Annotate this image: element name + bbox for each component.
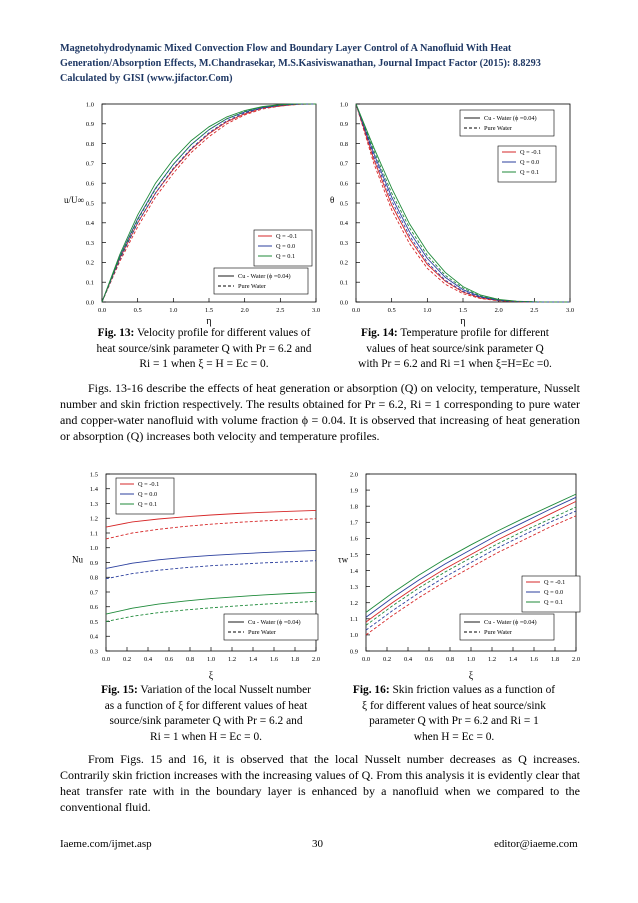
y-tick-label: 0.2 <box>339 259 348 267</box>
fig15-line-2: as a function of ξ for different values of heat <box>104 699 308 712</box>
x-tick-label: 2.0 <box>571 656 581 663</box>
y-tick-label: 1.0 <box>349 632 358 640</box>
legend-label: Q = 0.1 <box>544 599 564 606</box>
fig13-y-axis-label: u/U∞ <box>64 195 84 205</box>
legend-label: Pure Water <box>484 629 512 636</box>
y-tick-label: 0.8 <box>339 140 348 148</box>
fig14-line-3: with Pr = 6.2 and Ri =1 when ξ=H=Ec =0. <box>358 358 552 370</box>
x-tick-label: 0.6 <box>424 656 434 663</box>
header-line-3: Calculated by GISI (www.jifactor.Com) <box>60 73 233 84</box>
y-tick-label: 0.9 <box>89 559 98 567</box>
paragraph-2-text: From Figs. 15 and 16, it is observed that the local Nusselt number decreases as Q increases. Contrarily skin friction increases with the increasing values of Q. From this analysis it is evidently clear that heat transfer rate with in the boundary layer is enhanced by a nanofluid when we compared to the conventional fluid. <box>60 752 580 814</box>
y-tick-label: 0.0 <box>85 299 94 307</box>
fig14-y-axis-label: θ <box>330 195 335 205</box>
y-tick-label: 1.5 <box>89 471 98 479</box>
header-line-2: Generation/Absorption Effects, M.Chandrasekar, M.S.Kasiviswanathan, Journal Impact Factor (2015): 8.8293 <box>60 58 541 69</box>
figure-14-chart <box>312 96 582 326</box>
footer-page-number: 30 <box>312 838 323 850</box>
fig16-line-1: Skin friction values as a function of <box>389 684 556 696</box>
y-tick-label: 0.5 <box>89 618 98 626</box>
x-tick-label: 1.6 <box>269 656 279 663</box>
y-tick-label: 1.0 <box>85 101 94 109</box>
y-tick-label: 0.4 <box>339 220 348 228</box>
x-tick-label: 1.4 <box>508 656 518 663</box>
y-tick-label: 1.3 <box>89 500 98 508</box>
fig15-label: Fig. 15: <box>101 684 138 696</box>
y-tick-label: 0.5 <box>85 200 94 208</box>
x-tick-label: 1.4 <box>248 656 258 663</box>
x-tick-label: 0.4 <box>143 656 153 663</box>
y-tick-label: 0.6 <box>89 604 98 612</box>
x-tick-label: 0.0 <box>361 656 371 663</box>
x-tick-label: 2.5 <box>276 307 285 314</box>
x-tick-label: 1.5 <box>458 307 468 314</box>
x-tick-label: 0.6 <box>164 656 174 663</box>
x-tick-label: 0.4 <box>403 656 413 663</box>
fig15-y-axis-label: Nu <box>72 554 83 565</box>
fig16-legend-fluid-box <box>460 614 554 640</box>
fig14-x-axis-label: η <box>460 316 466 327</box>
x-tick-label: 0.0 <box>97 307 107 314</box>
x-tick-label: 1.2 <box>487 656 497 663</box>
y-tick-label: 0.4 <box>89 633 98 641</box>
legend-label: Q = -0.1 <box>544 579 566 586</box>
fig16-label: Fig. 16: <box>352 684 390 696</box>
x-tick-label: 2.0 <box>240 307 249 314</box>
header-line-1: Magnetohydrodynamic Mixed Convection Flow and Boundary Layer Control of A Nanofluid With Heat <box>60 43 512 54</box>
x-tick-label: 0.0 <box>101 656 111 663</box>
fig14-legend-fluid-box <box>460 110 554 136</box>
x-tick-label: 0.8 <box>445 656 455 663</box>
x-tick-label: 0.2 <box>122 656 132 663</box>
x-tick-label: 2.0 <box>494 307 503 314</box>
x-tick-label: 1.0 <box>206 656 216 663</box>
figure-15-chart <box>66 466 328 681</box>
x-tick-label: 1.8 <box>290 656 300 663</box>
y-tick-label: 0.1 <box>339 279 348 287</box>
y-tick-label: 1.4 <box>89 486 98 494</box>
fig15-line-4: Ri = 1 when H = Ec = 0. <box>150 730 262 743</box>
legend-label: Q = 0.0 <box>138 491 158 498</box>
fig13-x-axis-label: η <box>206 316 212 327</box>
x-tick-label: 0.2 <box>382 656 392 663</box>
y-tick-label: 1.4 <box>349 567 358 575</box>
x-tick-label: 0.0 <box>351 307 361 314</box>
y-tick-label: 0.7 <box>89 589 98 597</box>
figure-13-chart <box>58 96 328 326</box>
legend-label: Cu - Water (ϕ =0.04) <box>484 115 537 122</box>
fig14-label: Fig. 14: <box>361 327 398 339</box>
fig16-line-2: ξ for different values of heat source/sink <box>362 699 546 712</box>
legend-label: Q = -0.1 <box>276 233 298 240</box>
y-tick-label: 0.8 <box>89 574 98 582</box>
fig13-label: Fig. 13: <box>97 327 135 339</box>
figure-14-caption <box>330 326 580 373</box>
figure-13-caption <box>70 326 338 373</box>
y-tick-label: 1.5 <box>349 551 358 559</box>
y-tick-label: 0.3 <box>85 239 94 247</box>
legend-label: Pure Water <box>484 125 512 132</box>
y-tick-label: 0.9 <box>349 648 358 656</box>
y-tick-label: 0.2 <box>85 259 94 267</box>
fig16-svg <box>326 466 588 681</box>
paragraph-2 <box>60 751 580 815</box>
legend-label: Cu - Water (ϕ =0.04) <box>238 273 291 280</box>
x-tick-label: 1.2 <box>227 656 237 663</box>
legend-label: Cu - Water (ϕ =0.04) <box>248 619 301 626</box>
fig15-svg <box>66 466 328 681</box>
series-line <box>106 592 316 614</box>
y-tick-label: 0.7 <box>339 160 348 168</box>
x-tick-label: 1.5 <box>204 307 214 314</box>
fig15-x-axis-label: ξ <box>208 671 214 682</box>
y-tick-label: 0.3 <box>89 648 98 656</box>
running-header <box>60 41 580 86</box>
y-tick-label: 1.9 <box>349 487 358 495</box>
y-tick-label: 0.1 <box>85 279 94 287</box>
fig13-svg <box>58 96 328 326</box>
y-tick-label: 2.0 <box>349 471 358 479</box>
y-tick-label: 0.9 <box>85 121 94 129</box>
figure-16-caption <box>330 683 578 745</box>
x-tick-label: 1.6 <box>529 656 539 663</box>
legend-label: Q = -0.1 <box>520 149 542 156</box>
legend-label: Cu - Water (ϕ =0.04) <box>484 619 537 626</box>
y-tick-label: 1.1 <box>349 616 358 624</box>
y-tick-label: 0.3 <box>339 239 348 247</box>
fig13-line-3: Ri = 1 when ξ = H = Ec = 0. <box>139 358 269 370</box>
y-tick-label: 0.9 <box>339 121 348 129</box>
paragraph-1 <box>60 380 580 444</box>
fig14-line-2: values of heat source/sink parameter Q <box>366 342 544 355</box>
figure-16-chart <box>326 466 588 681</box>
x-tick-label: 3.0 <box>311 307 321 314</box>
y-tick-label: 1.0 <box>339 101 348 109</box>
y-tick-label: 1.8 <box>349 503 358 511</box>
x-tick-label: 2.0 <box>311 656 321 663</box>
figure-15-caption <box>76 683 336 745</box>
x-tick-label: 0.5 <box>387 307 396 314</box>
y-tick-label: 1.2 <box>89 515 98 523</box>
series-line <box>106 561 316 579</box>
fig14-line-1: Temperature profile for different <box>397 327 549 339</box>
legend-label: Q = 0.0 <box>276 243 296 250</box>
paragraph-1-text: Figs. 13-16 describe the effects of heat generation or absorption (Q) on velocity, temperature, Nusselt number and skin friction respectively. The results obtained for Pr = 6.2, Ri = 1 corresponding to pure water and copper-water nanofluid with volume fraction ϕ = 0.04. It is observed that increasing of heat generation or absorption (Q) increases both velocity and temperature profiles. <box>60 381 580 443</box>
legend-label: Q = -0.1 <box>138 481 160 488</box>
footer-right[interactable]: editor@iaeme.com <box>494 838 578 850</box>
fig16-line-4: when H = Ec = 0. <box>413 730 495 743</box>
y-tick-label: 0.7 <box>85 160 94 168</box>
x-tick-label: 1.0 <box>169 307 178 314</box>
y-tick-label: 1.1 <box>89 530 98 538</box>
fig13-line-1: Velocity profile for different values of <box>134 327 311 339</box>
legend-label: Q = 0.0 <box>544 589 564 596</box>
x-tick-label: 1.0 <box>466 656 476 663</box>
fig14-svg <box>312 96 582 326</box>
y-tick-label: 0.0 <box>339 299 348 307</box>
y-tick-label: 0.6 <box>85 180 94 188</box>
y-tick-label: 1.6 <box>349 535 358 543</box>
fig16-y-axis-label: τw <box>338 554 349 565</box>
fig15-line-3: source/sink parameter Q with Pr = 6.2 and <box>109 715 303 727</box>
fig16-x-axis-label: ξ <box>468 671 474 682</box>
y-tick-label: 0.4 <box>85 220 94 228</box>
legend-label: Q = 0.1 <box>138 501 158 508</box>
fig15-legend-fluid-box <box>224 614 318 640</box>
x-tick-label: 0.8 <box>185 656 195 663</box>
legend-label: Q = 0.1 <box>276 253 296 260</box>
fig16-line-3: parameter Q with Pr = 6.2 and Ri = 1 <box>369 715 539 727</box>
y-tick-label: 1.0 <box>89 545 98 553</box>
x-tick-label: 0.5 <box>133 307 142 314</box>
y-tick-label: 1.7 <box>349 519 358 527</box>
x-tick-label: 3.0 <box>565 307 575 314</box>
legend-label: Q = 0.1 <box>520 169 540 176</box>
fig15-line-1: Variation of the local Nusselt number <box>137 684 311 696</box>
y-tick-label: 0.6 <box>339 180 348 188</box>
x-tick-label: 2.5 <box>530 307 539 314</box>
y-tick-label: 0.5 <box>339 200 348 208</box>
x-tick-label: 1.0 <box>423 307 432 314</box>
legend-label: Pure Water <box>238 283 266 290</box>
y-tick-label: 1.2 <box>349 600 358 608</box>
fig13-legend-fluid-box <box>214 268 308 294</box>
legend-label: Pure Water <box>248 629 276 636</box>
y-tick-label: 1.3 <box>349 583 358 591</box>
legend-label: Q = 0.0 <box>520 159 540 166</box>
y-tick-label: 0.8 <box>85 140 94 148</box>
fig13-line-2: heat source/sink parameter Q with Pr = 6.2 and <box>96 342 312 355</box>
footer-left[interactable]: Iaeme.com/ijmet.asp <box>60 838 152 850</box>
x-tick-label: 1.8 <box>550 656 560 663</box>
